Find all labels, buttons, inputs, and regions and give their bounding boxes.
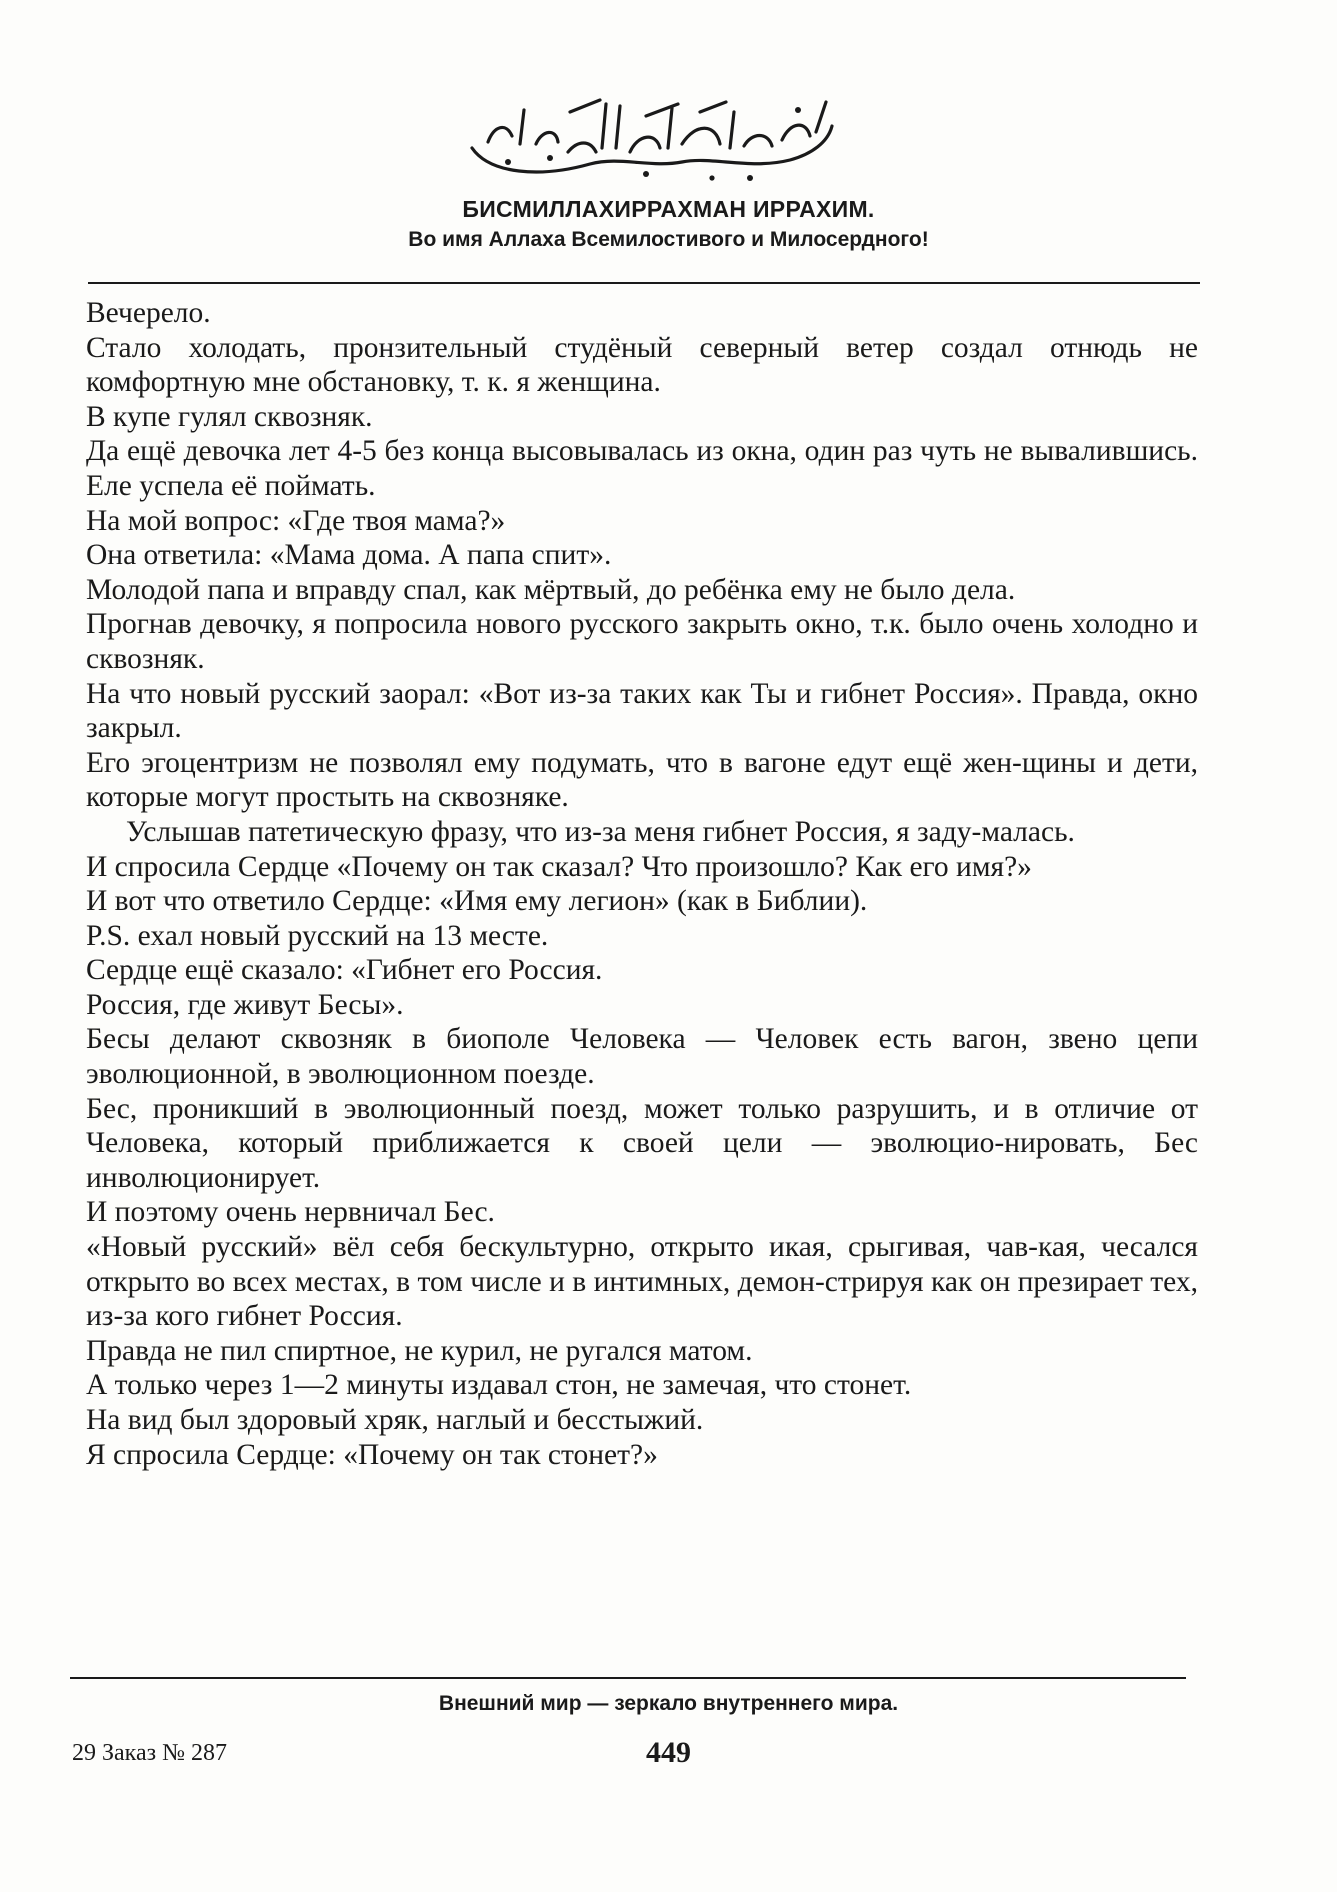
body-text <box>86 296 1198 1472</box>
page-number: 449 <box>646 1736 691 1769</box>
paragraph: Я спросила Сердце: «Почему он так стонет?» <box>86 1438 658 1471</box>
paragraph: Она ответила: «Мама дома. А папа спит». <box>86 539 612 572</box>
paragraph: На вид был здоровый хряк, наглый и бесстыжий. <box>86 1404 704 1436</box>
paragraph: Его эгоцентризм не позволял ему подумать, что в вагоне едут ещё жен-щины и дети, которые могут простыть на сквозняке. <box>86 746 1198 814</box>
paragraph: Бесы делают сквозняк в биополе Человека — Человек есть вагон, звено цепи эволюционной, в эволюционном поезде. <box>86 1023 1198 1091</box>
paragraph: Правда не пил спиртное, не курил, не ругался матом. <box>86 1334 753 1367</box>
paragraph: На что новый русский заорал: «Вот из-за таких как Ты и гибнет Россия». Правда, окно закрыл. <box>86 677 1198 745</box>
header-subtitle: Во имя Аллаха Всемилостивого и Милосердного! <box>408 228 929 251</box>
paragraph: P.S. ехал новый русский на 13 месте. <box>86 919 549 952</box>
bismillah-calligraphy <box>450 82 850 192</box>
footer-divider <box>70 1677 1186 1679</box>
paragraph: И вот что ответило Сердце: «Имя ему легион» (как в Библии). <box>86 885 868 918</box>
header-divider <box>88 282 1200 284</box>
footer-quote: Внешний мир — зеркало внутреннего мира. <box>438 1692 899 1715</box>
paragraph: Бес, проникший в эволюционный поезд, может только разрушить, и в отличие от Человека, который приближается к своей цели — эволюцио-нировать, Бес инволюционирует. <box>86 1092 1198 1194</box>
order-info: 29 Заказ № 287 <box>72 1740 228 1766</box>
paragraph: Вечерело. <box>86 297 211 329</box>
paragraph: Прогнав девочку, я попросила нового русского закрыть окно, т.к. было очень холодно и сквозняк. <box>86 608 1198 675</box>
paragraph: И поэтому очень нервничал Бес. <box>86 1196 495 1229</box>
paragraph: Россия, где живут Бесы». <box>86 988 404 1021</box>
paragraph: Молодой папа и вправду спал, как мёртвый, до ребёнка ему не было дела. <box>86 573 1016 606</box>
paragraph: Да ещё девочка лет 4-5 без конца высовывалась из окна, один раз чуть не вывалившись. Еле успела её поймать. <box>86 435 1198 502</box>
header-title: БИСМИЛЛАХИРРАХМАН ИРРАХИМ. <box>462 196 875 222</box>
paragraph: Услышав патетическую фразу, что из-за меня гибнет Россия, я заду-малась. <box>126 815 1075 848</box>
paragraph: Сердце ещё сказало: «Гибнет его Россия. <box>86 954 603 987</box>
paragraph: Стало холодать, пронзительный студёный северный ветер создал отнюдь не комфортную мне обстановку, т. к. я женщина. <box>86 331 1198 399</box>
paragraph: И спросила Сердце «Почему он так сказал? Что произошло? Как его имя?» <box>86 850 1032 883</box>
paragraph: На мой вопрос: «Где твоя мама?» <box>86 504 506 537</box>
paragraph: «Новый русский» вёл себя бескультурно, открыто икая, срыгивая, чав-кая, чесался открыто во всех местах, в том числе и в интимных, демон-стрируя как он презирает тех, из-за кого гибнет Россия. <box>86 1231 1198 1333</box>
paragraph: В купе гулял сквозняк. <box>86 400 373 433</box>
paragraph: А только через 1—2 минуты издавал стон, не замечая, что стонет. <box>86 1369 912 1402</box>
